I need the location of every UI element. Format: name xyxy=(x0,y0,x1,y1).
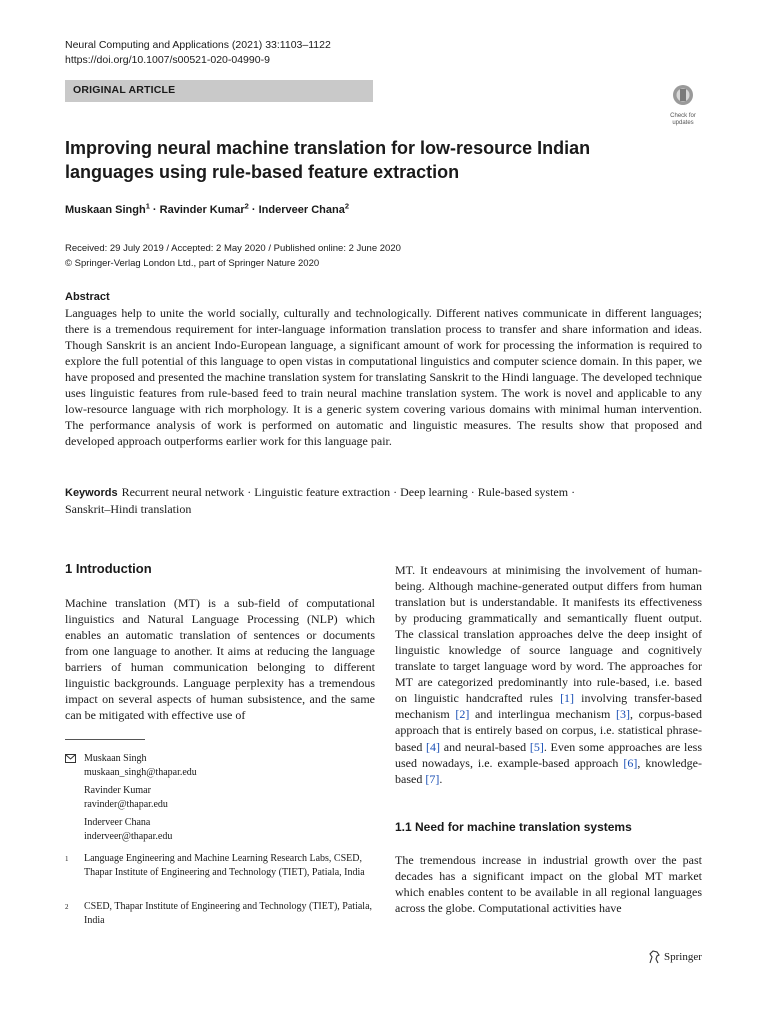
abstract-heading: Abstract xyxy=(65,291,110,303)
author-separator: · xyxy=(251,204,256,216)
keywords-line-1: Recurrent neural network · Linguistic feature extraction · Deep learning · Rule-based system · xyxy=(121,485,576,499)
citation-link[interactable]: [2] xyxy=(455,707,470,722)
affiliation-number: 1 xyxy=(65,855,69,863)
author-list xyxy=(65,201,349,216)
author-name: Inderveer Chana xyxy=(258,204,345,216)
citation-link[interactable]: [1] xyxy=(560,691,575,706)
keywords-label: Keywords xyxy=(65,487,118,499)
subsection-paragraph: The tremendous increase in industrial growth over the past decades has a significant impact on the global MT market which enables content to be available in all regional languages across the globe. Computational activities have xyxy=(395,853,702,916)
abstract-text: Languages help to unite the world socially, culturally and technologically. Different natives communicate in different languages; there is a tremendous requirement for inter-language information translation process to transfer and share information and ideas. Though Sanskrit is an ancient Indo-European language, a significant amount of work for processing the information is required to explore the full potential of this language to open vistas in computational linguistics and computer science domain. In this paper, we have proposed and presented the machine translation system for translating Sanskrit to the Hindi language. The developed technique uses linguistic features from rule-based feed to train neural machine translation system. The work is novel and applicable to any low-resource language with rich morphology. It is a generic system covering various domains with minimal human intervention. The performance analysis of work is performed on automatic and linguistic measures. The results show that proposed and developed approach outperforms earlier work for this language pair. xyxy=(65,306,702,449)
journal-header xyxy=(65,38,331,68)
keywords-block xyxy=(65,484,702,517)
intro-paragraph: Machine translation (MT) is a sub-field of computational linguistics and Natural Language Processing (NLP) which enables an automatic translation of sentences or documents from one language to another. It aims at reducing the language barriers of human communication belonging to different linguistic backgrounds. Language perplexity has a tremendous impact on several aspects of human subsistence, and the same can be mitigated with effective use of xyxy=(65,596,375,723)
journal-citation: Neural Computing and Applications (2021) 33:1103–1122 xyxy=(65,39,331,51)
article-type-banner xyxy=(65,80,373,102)
check-for-updates-badge[interactable] xyxy=(664,84,702,126)
intro-continuation: MT. It endeavours at minimising the involvement of human-being. Although machine-generated output differs from human translation but is understandable. It manifests its effectiveness by producing grammatically and semantically fluent output. The classical translation approaches delve the deep insight of linguistic knowledge of source language and cognitively translate to target language word by word. The approaches for MT are categorized predominantly into rule-based, i.e. based on linguistic handcrafted rules [1] involving transfer-based mechanism [2] and interlingua mechanism [3], corpus-based approach that is entirely based on corpus, i.e. statistical phrase-based [4] and neural-based [5]. Even some approaches are less used nowadays, i.e. example-based approach [6], knowledge-based [7]. xyxy=(395,563,703,786)
contact-name: Muskaan Singh xyxy=(84,753,147,764)
envelope-icon xyxy=(65,754,76,763)
springer-horse-icon xyxy=(648,950,661,964)
author-affiliation-mark: 1 xyxy=(145,201,150,211)
contact-entry xyxy=(84,784,168,812)
contact-email[interactable]: ravinder@thapar.edu xyxy=(84,799,168,810)
author-name: Ravinder Kumar xyxy=(159,204,245,216)
citation-link[interactable]: [6] xyxy=(623,755,638,770)
affiliation-text: Language Engineering and Machine Learning Research Labs, CSED, Thapar Institute of Engineering and Technology (TIET), Patiala, India xyxy=(84,853,365,878)
copyright-line: © Springer-Verlag London Ltd., part of Springer Nature 2020 xyxy=(65,258,320,269)
author-separator: · xyxy=(152,204,157,216)
contact-entry xyxy=(84,752,197,780)
check-for-updates-icon xyxy=(664,84,702,108)
author-affiliation-mark: 2 xyxy=(344,201,349,211)
citation-link[interactable]: [4] xyxy=(426,739,441,754)
contact-email[interactable]: muskaan_singh@thapar.edu xyxy=(84,767,197,778)
citation-link[interactable]: [7] xyxy=(425,771,440,786)
doi-link[interactable]: https://doi.org/10.1007/s00521-020-04990-9 xyxy=(65,54,270,66)
intro-heading: 1 Introduction xyxy=(65,561,152,576)
author-name: Muskaan Singh xyxy=(65,204,146,216)
affiliation-number: 2 xyxy=(65,903,69,911)
contact-entry xyxy=(84,816,172,844)
citation-link[interactable]: [5] xyxy=(529,739,544,754)
author-affiliation-mark: 2 xyxy=(244,201,249,211)
badge-text: Check for updates xyxy=(670,113,696,126)
contact-email[interactable]: inderveer@thapar.edu xyxy=(84,831,173,842)
footnote-divider xyxy=(65,739,145,740)
contact-name: Ravinder Kumar xyxy=(84,785,151,796)
publisher-name: Springer xyxy=(664,951,702,963)
publication-dates xyxy=(65,241,401,271)
date-history: Received: 29 July 2019 / Accepted: 2 May 2020 / Published online: 2 June 2020 xyxy=(65,243,401,254)
affiliation-text: CSED, Thapar Institute of Engineering and Technology (TIET), Patiala, India xyxy=(84,901,373,926)
contact-name: Inderveer Chana xyxy=(84,817,151,828)
article-type-label: ORIGINAL ARTICLE xyxy=(73,84,176,96)
paper-title: Improving neural machine translation for low-resource Indian languages using rule-based feature extraction xyxy=(65,138,591,182)
affiliation-1 xyxy=(0,852,380,894)
subsection-heading: 1.1 Need for machine translation systems xyxy=(395,820,632,834)
affiliation-2 xyxy=(0,900,380,930)
keywords-line-2: Sanskrit–Hindi translation xyxy=(65,502,192,516)
citation-link[interactable]: [3] xyxy=(616,707,630,722)
publisher-footer xyxy=(648,950,702,964)
